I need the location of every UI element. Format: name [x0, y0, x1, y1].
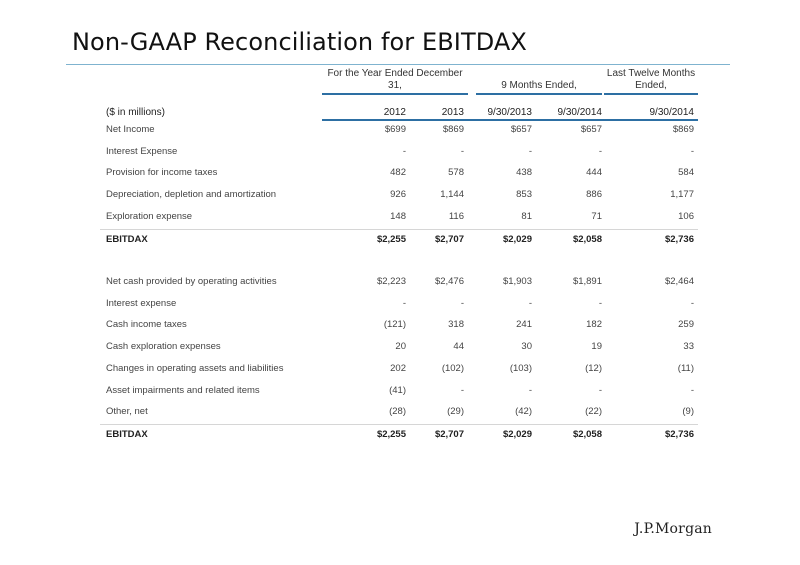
row-value: - — [528, 297, 532, 309]
row-label: EBITDAX — [106, 233, 148, 245]
row-value: 259 — [678, 319, 694, 331]
table-row — [100, 142, 698, 164]
row-value: (12) — [585, 362, 602, 374]
row-label: Net Income — [106, 124, 155, 135]
row-value: - — [528, 145, 532, 157]
table-row — [100, 163, 698, 185]
row-value: 482 — [390, 167, 406, 179]
jpmorgan-logo: J.P.Morgan — [634, 521, 712, 537]
row-value: $2,707 — [434, 428, 464, 440]
column-header-2012: 2012 — [383, 107, 406, 118]
table-row — [100, 337, 698, 359]
row-value: (121) — [383, 319, 406, 331]
table-row — [100, 185, 698, 207]
row-value: - — [598, 145, 602, 157]
row-value: $657 — [510, 124, 532, 135]
row-value: (102) — [441, 362, 464, 374]
row-value: 116 — [448, 210, 464, 222]
row-value: - — [598, 384, 602, 396]
row-value: $2,223 — [376, 276, 406, 287]
table-row — [100, 402, 698, 424]
row-label: Changes in operating assets and liabilities — [106, 362, 284, 374]
row-value: $869 — [442, 124, 464, 135]
group-header-9months-rule — [476, 93, 602, 95]
row-value: 1,144 — [440, 189, 464, 201]
row-value: - — [460, 145, 464, 157]
row-value: $2,736 — [664, 233, 694, 245]
row-value: $2,736 — [664, 428, 694, 440]
row-value: 886 — [586, 189, 602, 201]
table-row — [100, 207, 698, 229]
row-value: - — [402, 145, 406, 157]
row-value: 444 — [586, 167, 602, 179]
column-header-2013: 2013 — [441, 107, 464, 118]
row-value: - — [402, 297, 406, 309]
group-header-year: For the Year Ended December 31, — [327, 68, 463, 91]
row-value: - — [690, 145, 694, 157]
row-value: (9) — [682, 406, 694, 418]
row-label: Asset impairments and related items — [106, 384, 260, 396]
table-row — [100, 120, 698, 142]
row-value: 318 — [448, 319, 464, 331]
row-value: 1,177 — [670, 189, 694, 201]
row-value: (29) — [447, 406, 464, 418]
row-value: $2,255 — [376, 428, 406, 440]
row-value: (22) — [585, 406, 602, 418]
row-value: $2,029 — [502, 428, 532, 440]
table-row — [100, 359, 698, 381]
row-value: $657 — [580, 124, 602, 135]
row-label: Interest Expense — [106, 145, 178, 157]
row-value: $2,707 — [434, 233, 464, 245]
row-value: 81 — [521, 210, 532, 222]
row-label: Net cash provided by operating activities — [106, 276, 277, 287]
row-value: (42) — [515, 406, 532, 418]
row-label: Provision for income taxes — [106, 167, 218, 179]
row-value: 438 — [516, 167, 532, 179]
group-header-year-rule — [322, 93, 468, 95]
column-header-ltm-2014: 9/30/2014 — [649, 107, 694, 118]
row-label: EBITDAX — [106, 428, 148, 440]
row-value: - — [460, 297, 464, 309]
row-value: $2,255 — [376, 233, 406, 245]
row-value: 202 — [390, 362, 406, 374]
row-value: 44 — [453, 341, 464, 353]
row-label: Cash exploration expenses — [106, 341, 221, 353]
total-row — [100, 229, 698, 251]
row-label: Interest expense — [106, 297, 177, 309]
unit-label: ($ in millions) — [106, 107, 165, 118]
row-value: 33 — [683, 341, 694, 353]
row-value: 241 — [516, 319, 532, 331]
row-value: $2,476 — [434, 276, 464, 287]
row-value: $2,058 — [572, 428, 602, 440]
row-value: (11) — [677, 362, 694, 374]
table-row — [100, 272, 698, 294]
row-value: (103) — [509, 362, 532, 374]
row-value: 106 — [678, 210, 694, 222]
row-value: 578 — [448, 167, 464, 179]
row-value: $1,891 — [572, 276, 602, 287]
row-value: 148 — [390, 210, 406, 222]
row-value: 20 — [395, 341, 406, 353]
group-header-ltm-rule — [604, 93, 698, 95]
row-value: - — [598, 297, 602, 309]
row-value: - — [690, 384, 694, 396]
column-header-9m-2013: 9/30/2013 — [487, 107, 532, 118]
row-value: $869 — [672, 124, 694, 135]
row-value: - — [460, 384, 464, 396]
row-label: Exploration expense — [106, 210, 193, 222]
row-value: (28) — [389, 406, 406, 418]
table-row — [100, 381, 698, 403]
group-header-9months: 9 Months Ended, — [501, 80, 577, 91]
row-value: 182 — [586, 319, 602, 331]
row-value: 30 — [521, 341, 532, 353]
row-value: 71 — [591, 210, 602, 222]
row-value: $2,029 — [502, 233, 532, 245]
row-value: - — [528, 384, 532, 396]
row-value: 19 — [591, 341, 602, 353]
row-value: 853 — [516, 189, 532, 201]
row-label: Depreciation, depletion and amortization — [106, 189, 277, 201]
table-row — [100, 294, 698, 316]
row-value: $2,464 — [664, 276, 694, 287]
total-row — [100, 424, 698, 446]
row-value: (41) — [389, 384, 406, 396]
title-divider — [66, 64, 730, 65]
table-row — [100, 315, 698, 337]
row-label: Other, net — [106, 406, 148, 418]
page-title: Non-GAAP Reconciliation for EBITDAX — [72, 28, 527, 56]
row-value: $1,903 — [502, 276, 532, 287]
row-label: Cash income taxes — [106, 319, 187, 331]
row-value: 926 — [390, 189, 406, 201]
column-header-9m-2014: 9/30/2014 — [557, 107, 602, 118]
group-header-ltm: Last Twelve Months Ended, — [606, 68, 696, 91]
row-value: 584 — [678, 167, 694, 179]
row-value: - — [690, 297, 694, 309]
row-value: $699 — [384, 124, 406, 135]
row-value: $2,058 — [572, 233, 602, 245]
